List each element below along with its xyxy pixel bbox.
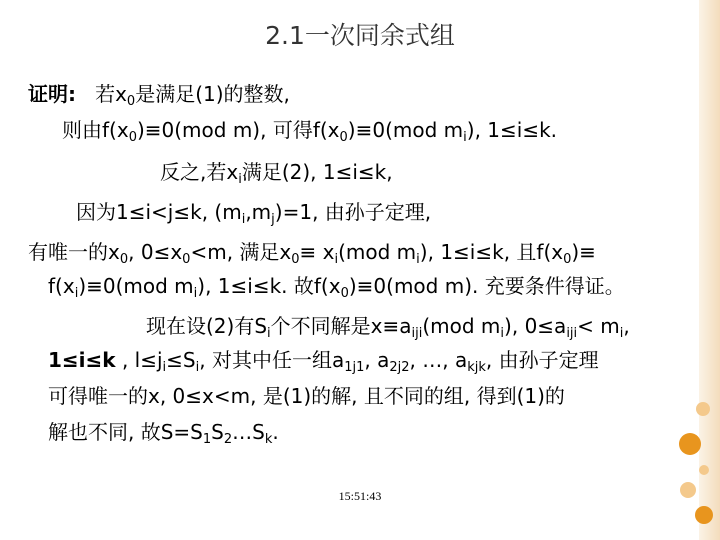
line-5: 有唯一的$x_0$, $0\le x_0<m$, 满足$x_0\equiv x_i(mod$ $m_i$), 1≤i≤k, 且$f(x_0)\equiv$ xyxy=(28,240,596,267)
line-10: 解也不同, 故$S=S_1S_2\dots S_k$. xyxy=(48,420,279,447)
proof-label: 证明: xyxy=(28,82,76,106)
slide-title: 2.1一次同余式组 xyxy=(265,21,455,50)
line-3: 反之,若$x_i$满足(2), 1≤i≤k, xyxy=(160,160,393,187)
line-8: 1≤i≤k , $l\le j_i\le S_i$, 对其中任一组$a_{1j1}$, $a_{2j2}$, …, $a_{kjk}$, 由孙子定理 xyxy=(48,348,599,375)
line-4: 因为1≤i<j≤k, $(m_i,m_j)=1$, 由孙子定理, xyxy=(76,200,432,227)
dot-3 xyxy=(699,465,709,475)
line-6: $f(x_i)\equiv 0(mod$ $m_i$), 1≤i≤k. 故$f(x_0)\equiv 0(mod$ m). 充要条件得证。 xyxy=(48,274,625,301)
line-7: 现在设(2)有$S_i$个不同解是$x\equiv a_{iji}(mod$ $m_i$), $0\le a_{iji}< m_i$, xyxy=(146,314,630,341)
dot-5 xyxy=(695,506,713,524)
dot-2 xyxy=(679,433,701,455)
dot-1 xyxy=(696,402,710,416)
line-9: 可得唯一的x, 0≤x<m, 是(1)的解, 且不同的组, 得到(1)的 xyxy=(48,384,565,408)
line-1: 证明: 若$x_0$是满足(1)的整数, xyxy=(28,82,290,109)
slide-timestamp: 15:51:43 xyxy=(338,489,382,503)
line-2: 则由$f(x_0)\equiv 0(mod$ m), 可得$f(x_0)\equiv 0(mod$ $m_i$), 1≤i≤k. xyxy=(62,118,558,145)
